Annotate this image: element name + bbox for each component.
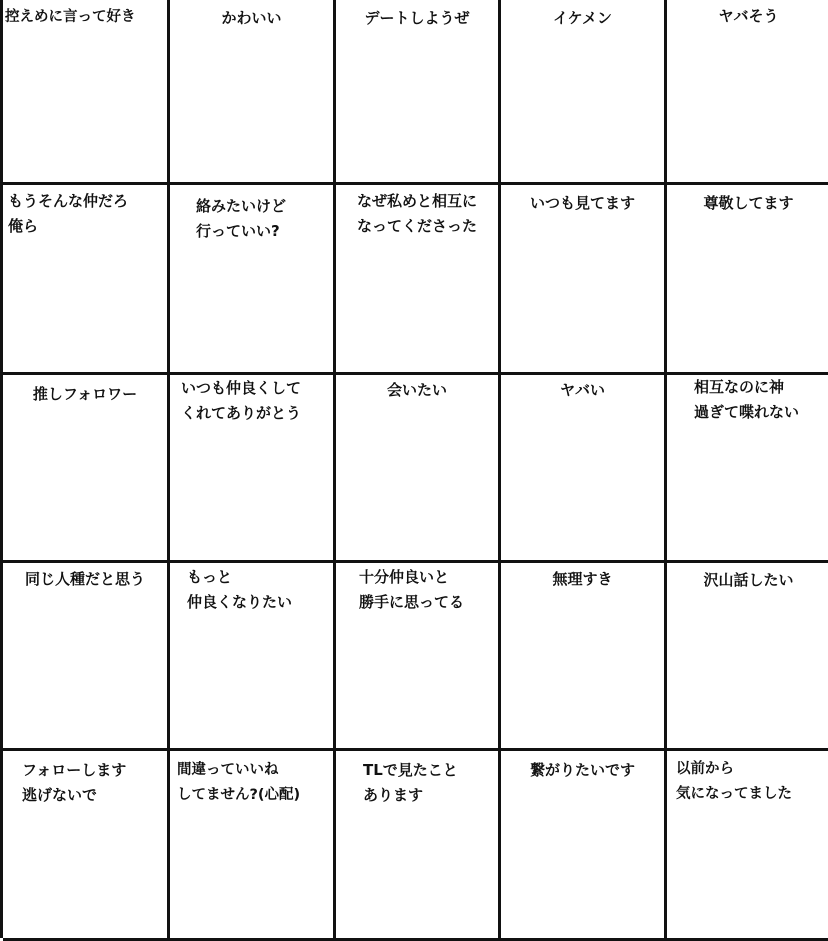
cell-label: 同じ人種だと思う [24, 570, 145, 588]
cell-label: もっと 仲良くなりたい [187, 568, 293, 611]
grid-cell [336, 563, 501, 751]
grid-cell [336, 751, 501, 941]
cell-label: いつも仲良くして くれてありがとう [181, 379, 302, 422]
cell-label: フォローします 逃げないで [22, 761, 127, 804]
grid-cell [501, 563, 667, 751]
cell-label: 相互なのに神 過ぎて喋れない [694, 378, 800, 421]
cell-label: 尊敬してます [703, 194, 794, 212]
cell-label: 以前から 気になってました [676, 761, 792, 802]
grid-cell [3, 185, 170, 375]
cell-label: 十分仲良いと 勝手に思ってる [359, 568, 465, 611]
cell-label: イケメン [552, 9, 613, 27]
cell-label: 沢山話したい [703, 571, 794, 589]
grid-cell [170, 751, 336, 941]
grid-cell [3, 0, 170, 185]
cell-label: ヤバそう [718, 7, 779, 25]
grid-cell [170, 0, 336, 185]
grid-cell [170, 375, 336, 563]
grid-cell [667, 185, 828, 375]
cell-label: 繋がりたいです [529, 761, 635, 779]
grid-cell [667, 375, 828, 563]
grid-cell [501, 375, 667, 563]
grid-cell [501, 0, 667, 185]
cell-label: 会いたい [386, 381, 447, 399]
grid-cell [3, 375, 170, 563]
grid-cell [667, 563, 828, 751]
cell-label: なぜ私めと相互に なってくださった [356, 192, 477, 235]
cell-label: ヤバい [559, 381, 605, 399]
grid-cell [170, 185, 336, 375]
grid-cell [3, 751, 170, 941]
cell-label: 無理すき [552, 570, 613, 588]
cell-label: 推しフォロワー [32, 385, 138, 403]
grid-cell [336, 185, 501, 375]
grid-cell [667, 0, 828, 185]
grid-cell [3, 563, 170, 751]
cell-label: デートしようぜ [364, 9, 470, 27]
grid-cell [667, 751, 828, 941]
cell-label: もうそんな仲だろ 俺ら [8, 192, 129, 235]
cell-label: いつも見てます [529, 194, 635, 212]
grid-cell [336, 0, 501, 185]
grid-cell [336, 375, 501, 563]
cell-label: TLで見たこと あります [363, 761, 458, 804]
cell-label: 控えめに言って好き [5, 9, 136, 25]
grid-cell [170, 563, 336, 751]
grid-cell [501, 751, 667, 941]
cell-label: かわいい [221, 9, 282, 27]
cell-label: 間違っていいね してません?(心配) [177, 762, 301, 803]
cell-label: 絡みたいけど 行っていい? [196, 197, 287, 240]
grid-cell [501, 185, 667, 375]
